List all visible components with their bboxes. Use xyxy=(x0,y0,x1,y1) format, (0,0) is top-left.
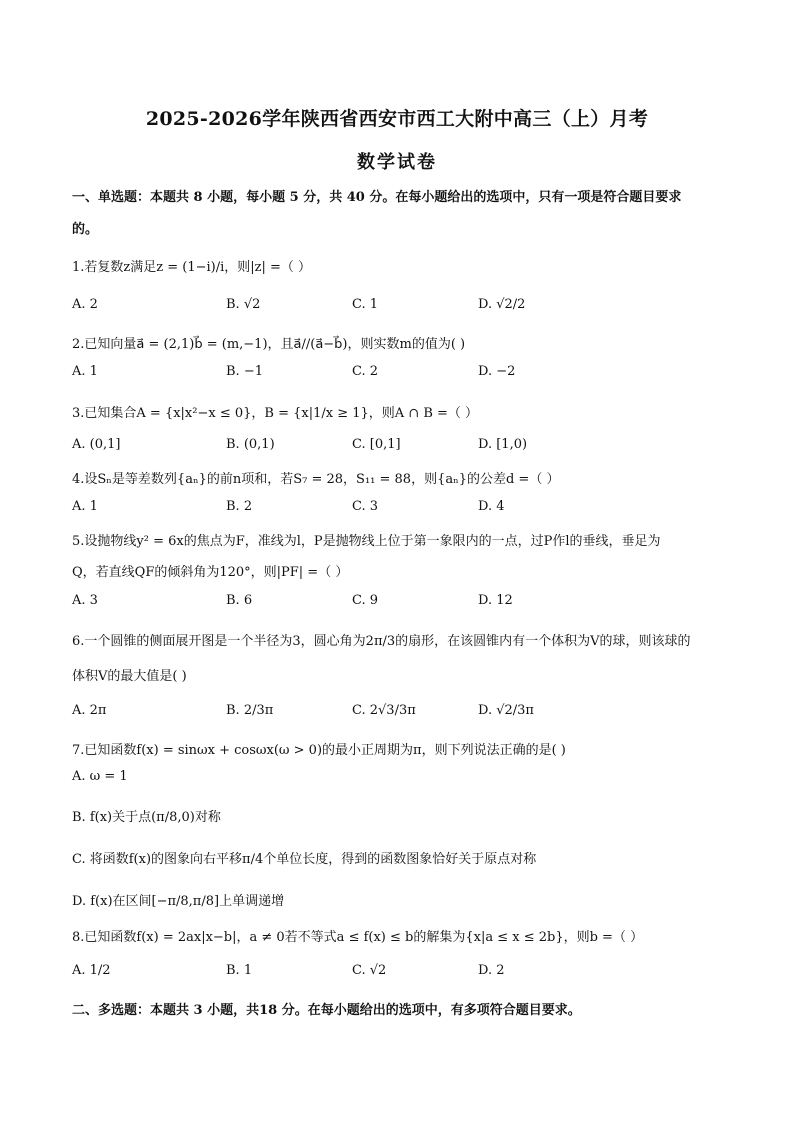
option-b: B. 2 xyxy=(226,499,253,514)
option-b: B. √2 xyxy=(226,297,261,312)
option-d: D. √2/3π xyxy=(478,703,534,718)
option-b: B. 6 xyxy=(226,593,253,608)
question-6-stem-cont: 体积V的最大值是( ) xyxy=(72,669,187,684)
option-c: C. 9 xyxy=(352,593,379,608)
question-8-options xyxy=(72,963,632,983)
question-4-stem: 4.设Sₙ是等差数列{aₙ}的前n项和，若S₇ = 28，S₁₁ = 88，则{aₙ}的公差d =（ ） xyxy=(72,472,560,487)
question-5-stem: 5.设抛物线y² = 6x的焦点为F，准线为l，P是抛物线上位于第一象限内的一点，过P作l的垂线，垂足为 xyxy=(72,534,661,549)
option-b: B. (0,1) xyxy=(226,437,275,452)
option-a: A. 1 xyxy=(72,499,98,514)
option-a: A. (0,1] xyxy=(72,437,121,452)
option-d: D. −2 xyxy=(478,364,516,379)
question-7-option-d: D. f(x)在区间[−π/8,π/8]上单调递增 xyxy=(72,894,285,909)
question-7-option-c: C. 将函数f(x)的图象向右平移π/4个单位长度，得到的函数图象恰好关于原点对称 xyxy=(72,852,537,867)
question-5-options xyxy=(72,593,632,613)
option-c: C. √2 xyxy=(352,963,387,978)
question-6-options xyxy=(72,703,632,723)
question-1-options xyxy=(72,297,632,317)
option-c: C. [0,1] xyxy=(352,437,401,452)
option-d: D. [1,0) xyxy=(478,437,528,452)
option-a: A. 2 xyxy=(72,297,98,312)
question-4-options xyxy=(72,499,632,519)
option-a: A. 3 xyxy=(72,593,98,608)
option-b: B. 1 xyxy=(226,963,253,978)
option-a: A. 2π xyxy=(72,703,107,718)
option-d: D. √2/2 xyxy=(478,297,526,312)
option-b: B. 2/3π xyxy=(226,703,274,718)
question-6-stem: 6.一个圆锥的侧面展开图是一个半径为3，圆心角为2π/3的扇形，在该圆锥内有一个体积为V的球，则该球的 xyxy=(72,634,691,649)
section-1-heading: 一、单选题：本题共 8 小题，每小题 5 分，共 40 分。在每小题给出的选项中，只有一项是符合题目要求 xyxy=(72,190,682,205)
option-a: A. 1/2 xyxy=(72,963,111,978)
option-d: D. 12 xyxy=(478,593,513,608)
question-2-stem: 2.已知向量a⃗ = (2,1)b⃗ = (m,−1)，且a⃗//(a⃗−b⃗)，则实数m的值为( ) xyxy=(72,337,466,352)
question-1-stem: 1.若复数z满足z = (1−i)/i，则|z| =（ ） xyxy=(72,260,312,275)
question-7-option-a: A. ω = 1 xyxy=(72,769,128,784)
question-8-stem: 8.已知函数f(x) = 2ax|x−b|，a ≠ 0若不等式a ≤ f(x) ≤ b的解集为{x|a ≤ x ≤ 2b}，则b =（ ） xyxy=(72,930,644,945)
question-7-stem: 7.已知函数f(x) = sinωx + cosωx(ω > 0)的最小正周期为π，则下列说法正确的是( ) xyxy=(72,743,566,758)
section-1-heading-cont: 的。 xyxy=(72,222,99,237)
option-c: C. 2√3/3π xyxy=(352,703,416,718)
option-d: D. 4 xyxy=(478,499,505,514)
section-2-heading: 二、多选题：本题共 3 小题，共18 分。在每小题给出的选项中，有多项符合题目要求。 xyxy=(72,1003,581,1018)
page-title: 2025-2026学年陕西省西安市西工大附中高三（上）月考 xyxy=(145,108,649,130)
question-3-stem: 3.已知集合A = {x|x²−x ≤ 0}，B = {x|1/x ≥ 1}，则A ∩ B =（ ） xyxy=(72,406,479,421)
question-3-options xyxy=(72,437,632,457)
option-c: C. 1 xyxy=(352,297,379,312)
option-c: C. 3 xyxy=(352,499,379,514)
option-d: D. 2 xyxy=(478,963,505,978)
question-2-options xyxy=(72,364,632,384)
question-7-option-b: B. f(x)关于点(π/8,0)对称 xyxy=(72,810,221,825)
option-a: A. 1 xyxy=(72,364,98,379)
question-5-stem-cont: Q，若直线QF的倾斜角为120°，则|PF| =（ ） xyxy=(72,565,349,580)
page-subtitle: 数学试卷 xyxy=(357,152,437,173)
option-c: C. 2 xyxy=(352,364,379,379)
option-b: B. −1 xyxy=(226,364,263,379)
